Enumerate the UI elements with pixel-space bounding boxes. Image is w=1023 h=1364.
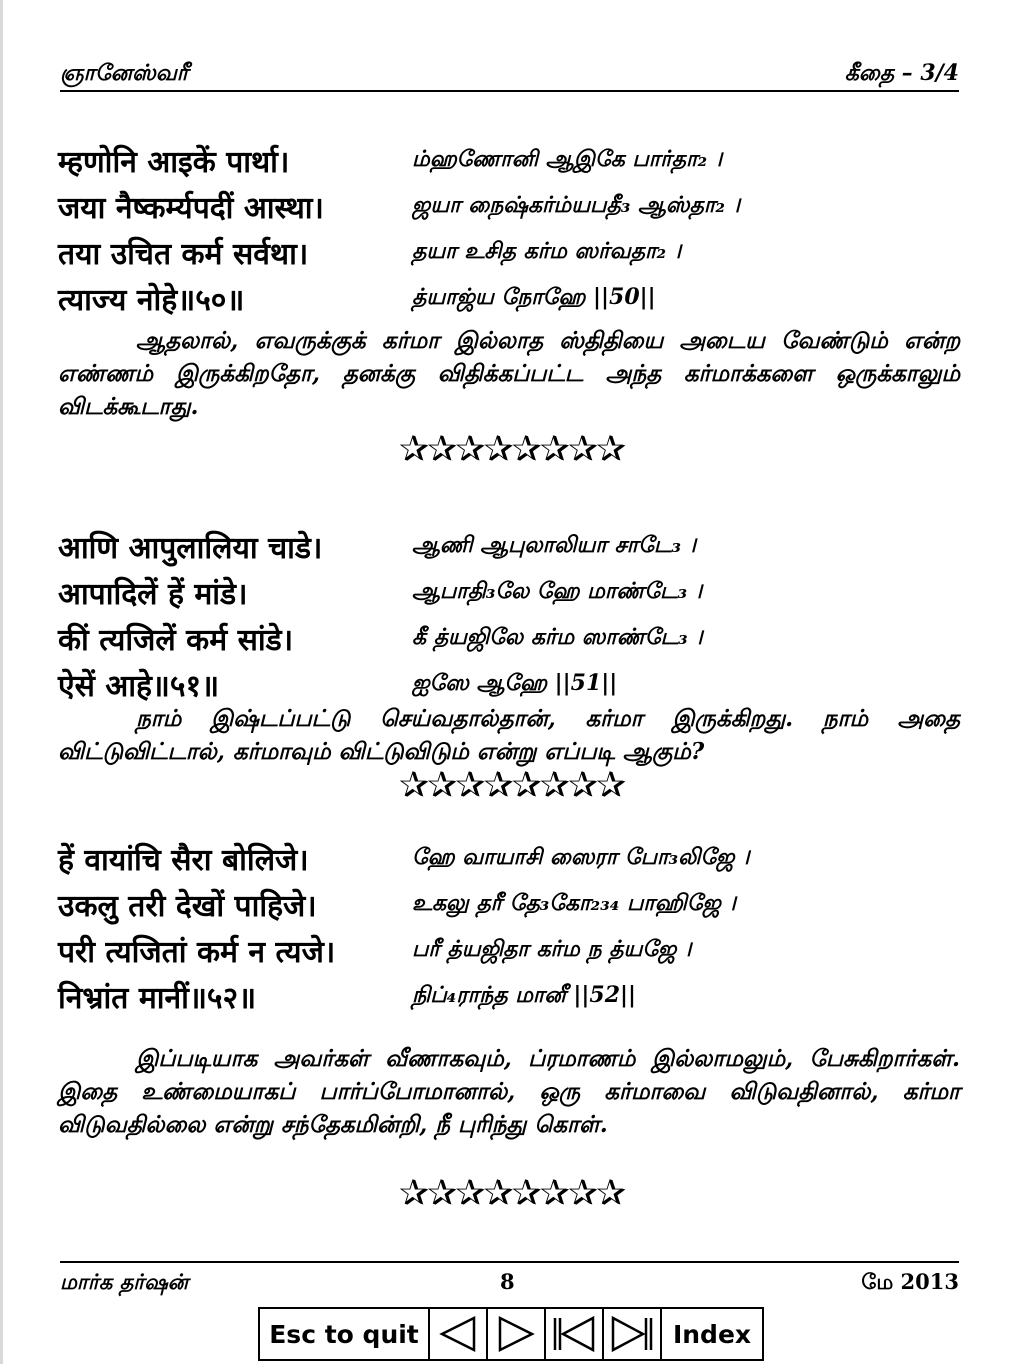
page-edge <box>0 0 3 1364</box>
chapter-label: கீதை – 3/4 <box>844 60 959 86</box>
verse-line <box>58 976 958 1022</box>
first-page-button[interactable] <box>544 1307 604 1361</box>
verse-line <box>58 278 958 324</box>
triangle-left-icon <box>438 1314 478 1354</box>
tamil-transliteration: ஐஸே ஆஹே ||51|| <box>412 670 618 696</box>
verse-line <box>58 140 958 186</box>
navigation-bar <box>258 1307 762 1361</box>
tamil-transliteration: கீ த்யஜிலே கர்ம ஸாண்டே₃ । <box>412 624 703 650</box>
commentary-paragraph: ஆதலால், எவருக்குக் கர்மா இல்லாத ஸ்திதியை அடைய வேண்டும் என்ற எண்ணம் இருக்கிறதோ, தனக்கு விதிக்கப்பட்ட அந்த கர்மாக்களை ஒருக்காலும் விடக்கூடாது. <box>58 327 960 420</box>
verse-line <box>58 838 958 884</box>
book-title: ஞானேஸ்வரீ <box>60 60 189 86</box>
tamil-transliteration: ஜயா நைஷ்கர்ம்யபதீ₃ ஆஸ்தா₂ । <box>412 192 740 218</box>
tamil-transliteration: ஹே வாயாசி ஸைரா போ₃லிஜே । <box>412 844 750 870</box>
devanagari-text: उकलु तरी देखों पाहिजे। <box>58 889 317 924</box>
devanagari-text: हें वायांचि सैरा बोलिजे। <box>58 843 309 878</box>
devanagari-text: निभ्रांत मानीं॥५२॥ <box>58 981 257 1016</box>
issue-date: மே 2013 <box>861 1269 959 1294</box>
skip-to-first-icon <box>551 1314 597 1354</box>
verse-line <box>58 572 958 618</box>
triangle-right-icon <box>496 1314 536 1354</box>
devanagari-text: परी त्यजितां कर्म न त्यजे। <box>58 935 336 970</box>
tamil-transliteration: உகலு தரீ தே₃கோ₂₃₄ பாஹிஜே । <box>412 890 736 916</box>
devanagari-text: कीं त्यजिलें कर्म सांडे। <box>58 623 294 658</box>
verse-line <box>58 232 958 278</box>
tamil-transliteration: தயா உசித கர்ம ஸர்வதா₂ । <box>412 238 682 264</box>
verse-line <box>58 930 958 976</box>
tamil-transliteration: ம்ஹணோனி ஆஇகே பார்தா₂ । <box>412 146 723 172</box>
last-page-button[interactable] <box>602 1307 662 1361</box>
page-number: 8 <box>500 1269 515 1294</box>
esc-to-quit-button[interactable]: Esc to quit <box>258 1307 430 1361</box>
page-footer <box>60 1261 959 1299</box>
tamil-transliteration: நிப்₄ராந்த மானீ ||52|| <box>412 982 637 1008</box>
verse-line <box>58 884 958 930</box>
magazine-name: மார்க தர்ஷன் <box>60 1269 189 1294</box>
tamil-transliteration: த்யாஜ்ய நோஹே ||50|| <box>412 284 656 310</box>
star-divider: ✰✰✰✰✰✰✰✰ <box>398 429 625 470</box>
next-page-button[interactable] <box>486 1307 546 1361</box>
verse-line <box>58 618 958 664</box>
devanagari-text: आणि आपुलालिया चाडे। <box>58 531 323 566</box>
verse-block-51 <box>58 526 958 710</box>
index-button[interactable]: Index <box>660 1307 764 1361</box>
star-divider: ✰✰✰✰✰✰✰✰ <box>398 765 625 806</box>
devanagari-text: आपादिलें हें मांडे। <box>58 577 248 612</box>
skip-to-last-icon <box>609 1314 655 1354</box>
devanagari-text: त्याज्य नोहे॥५०॥ <box>58 283 245 318</box>
verse-line <box>58 186 958 232</box>
commentary-paragraph: நாம் இஷ்டப்பட்டு செய்வதால்தான், கர்மா இருக்கிறது. நாம் அதை விட்டுவிட்டால், கர்மாவும் விட்டுவிடும் என்று எப்படி ஆகும்? <box>58 705 960 765</box>
devanagari-text: ऐसें आहे॥५१॥ <box>58 669 220 704</box>
star-divider: ✰✰✰✰✰✰✰✰ <box>398 1173 625 1214</box>
devanagari-text: तया उचित कर्म सर्वथा। <box>58 237 309 272</box>
devanagari-text: जया नैष्कर्म्यपदीं आस्था। <box>58 191 324 226</box>
devanagari-text: म्हणोनि आइकें पार्था। <box>58 145 290 180</box>
verse-block-50 <box>58 140 958 324</box>
previous-page-button[interactable] <box>428 1307 488 1361</box>
commentary-paragraph: இப்படியாக அவர்கள் வீணாகவும், ப்ரமாணம் இல்லாமலும், பேசுகிறார்கள். இதை உண்மையாகப் பார்ப்போமானால், ஒரு கர்மாவை விடுவதினால், கர்மா விடுவதில்லை என்று சந்தேகமின்றி, நீ புரிந்து கொள். <box>58 1045 960 1138</box>
verse-line <box>58 526 958 572</box>
verse-block-52 <box>58 838 958 1022</box>
page-header <box>60 58 959 92</box>
tamil-transliteration: ஆபாதி₃லே ஹே மாண்டே₃ । <box>412 578 703 604</box>
tamil-transliteration: ஆணி ஆபுலாலியா சாடே₃ । <box>412 532 696 558</box>
tamil-transliteration: பரீ த்யஜிதா கர்ம ந த்யஜே । <box>412 936 692 962</box>
